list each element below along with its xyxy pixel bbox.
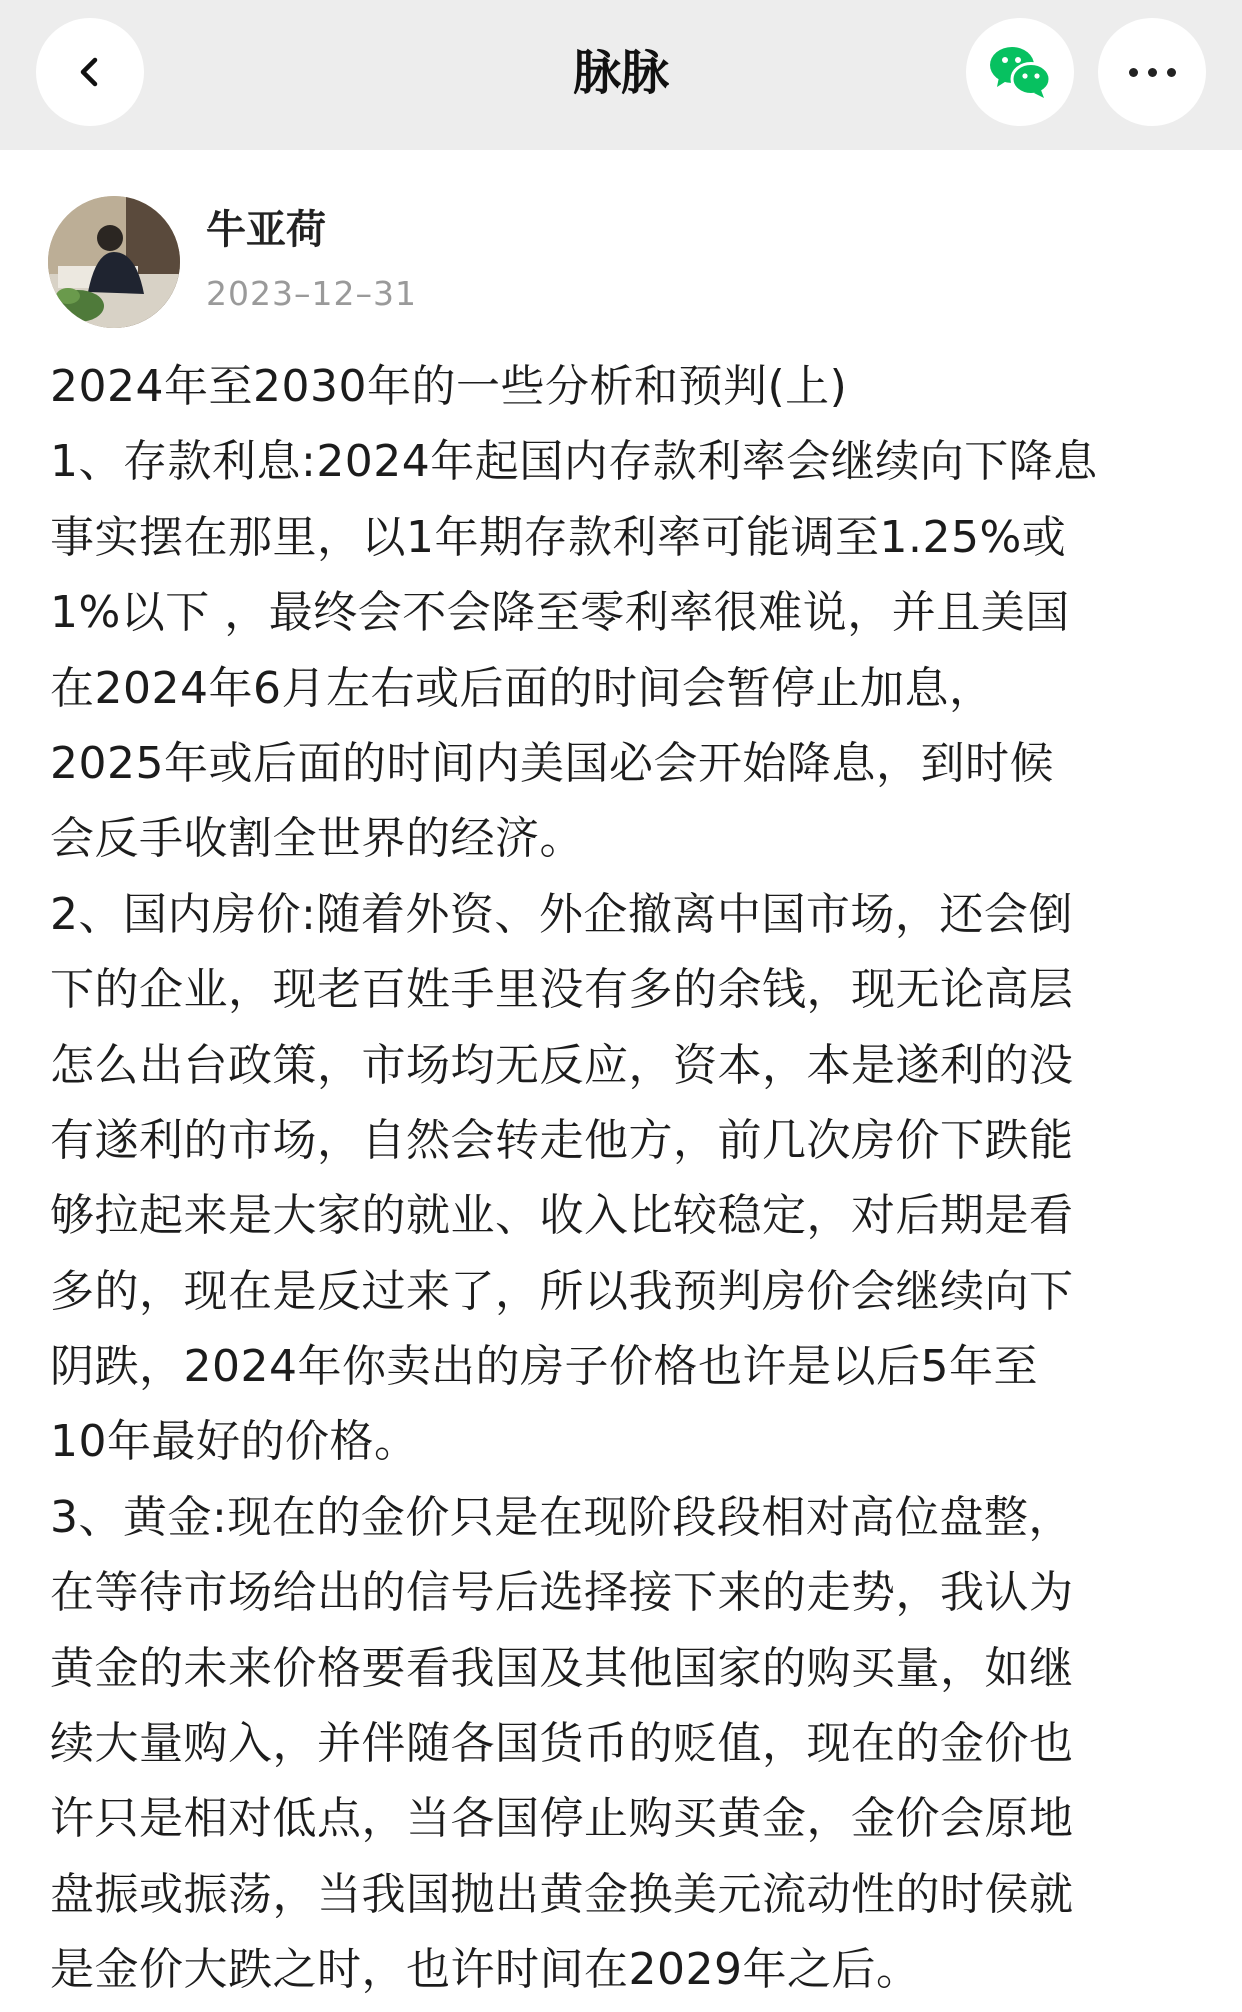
- page-title: 脉脉: [572, 45, 669, 101]
- content-line: 2025年或后面的时间内美国必会开始降息，到时候: [50, 737, 1054, 789]
- content-line: 1%以下 ，最终会不会降至零利率很难说，并且美国: [50, 587, 1070, 639]
- content-line: 续大量购入，并伴随各国货币的贬值，现在的金价也: [50, 1718, 1074, 1770]
- chevron-left-icon: [70, 52, 110, 92]
- content-line: 阴跌，2024年你卖出的房子价格也许是以后5年至: [50, 1341, 1038, 1393]
- content-line: 3、黄金:现在的金价只是在现阶段段相对高位盘整，: [50, 1491, 1073, 1543]
- content-line: 10年最好的价格。: [50, 1416, 419, 1468]
- content-line: 黄金的未来价格要看我国及其他国家的购买量，如继: [50, 1642, 1074, 1694]
- content-line: 事实摆在那里，以1年期存款利率可能调至1.25%或: [50, 511, 1067, 563]
- more-button[interactable]: [1098, 18, 1206, 126]
- content-line: 1、存款利息:2024年起国内存款利率会继续向下降息: [50, 436, 1098, 488]
- content-line: 在2024年6月左右或后面的时间会暂停止加息，: [50, 662, 994, 714]
- content-line: 是金价大跌之时，也许时间在2029年之后。: [50, 1944, 921, 1996]
- more-horizontal-icon: [1129, 68, 1176, 77]
- content-line: 有遂利的市场，自然会转走他方，前几次房价下跌能: [50, 1114, 1074, 1166]
- post-date: 2023–12–31: [206, 274, 417, 313]
- content-line: 会反手收割全世界的经济。: [50, 813, 584, 865]
- share-wechat-button[interactable]: [966, 18, 1074, 126]
- post-card: [0, 150, 1242, 2012]
- back-button[interactable]: [36, 18, 144, 126]
- content-title: 2024年至2030年的一些分析和预判(上): [50, 361, 848, 412]
- post-content: [50, 349, 1200, 2008]
- avatar-photo: [48, 196, 180, 328]
- content-line: 怎么出台政策，市场均无反应，资本，本是遂利的没: [50, 1039, 1074, 1091]
- content-line: 在等待市场给出的信号后选择接下来的走势，我认为: [50, 1567, 1074, 1619]
- author-name[interactable]: 牛亚荷: [206, 207, 326, 253]
- content-line: 够拉起来是大家的就业、收入比较稳定，对后期是看: [50, 1190, 1074, 1242]
- content-line: 许只是相对低点，当各国停止购买黄金，金价会原地: [50, 1793, 1074, 1845]
- content-line: 2、国内房价:随着外资、外企撤离中国市场，还会倒: [50, 888, 1073, 940]
- wechat-icon: [987, 43, 1053, 101]
- top-nav-bar: [0, 0, 1242, 150]
- content-line: 多的，现在是反过来了，所以我预判房价会继续向下: [50, 1265, 1074, 1317]
- avatar[interactable]: [48, 196, 180, 328]
- content-line: 盘振或振荡，当我国抛出黄金换美元流动性的时侯就: [50, 1868, 1074, 1920]
- content-line: 下的企业，现老百姓手里没有多的余钱，现无论高层: [50, 964, 1074, 1016]
